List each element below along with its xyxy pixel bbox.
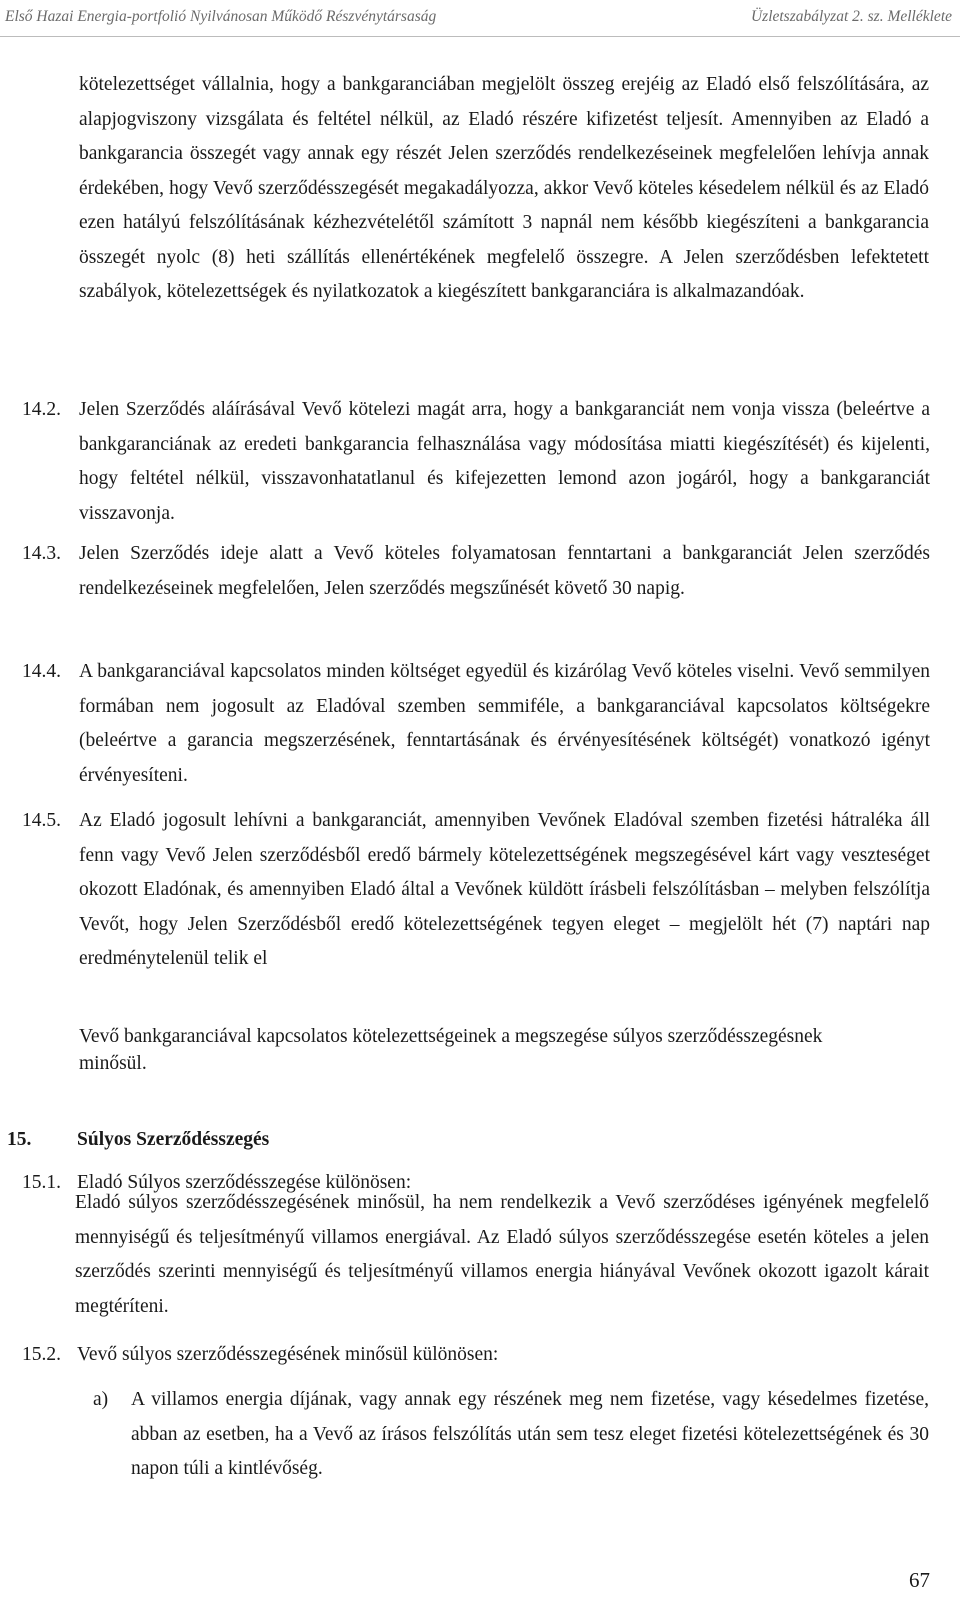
clause-text: A bankgaranciával kapcsolatos minden költséget egyedül és kizárólag Vevő köteles viselni. Vevő semmilyen formában nem jogosult az Eladóval szemben semmiféle, a bankgaranciával kapcsolatos költségekre (beleértve a garancia megszerzésének, fenntartásának és érvényesítésének költségét) vonatkozó igényt érvényesíteni. (79, 661, 930, 786)
subsection-15-1-text: Eladó súlyos szerződésszegésének minősül, ha nem rendelkezik a Vevő szerződéses igényének megfelelő mennyiségű és teljesítményű villamos energiával. Az Eladó súlyos szerződésszegése esetén köteles a jelen szerződés szerinti mennyiségű és teljesítményű villamos energia hiányával Vevőnek okozott igazolt kárait megtéríteni. (75, 1192, 929, 1317)
section-title: Súlyos Szerződésszegés (77, 1129, 270, 1150)
clause-14-4 (22, 655, 930, 793)
clause-14-2 (22, 393, 930, 531)
subsection-title: Eladó Súlyos szerződésszegése különösen: (77, 1172, 412, 1193)
continuation-paragraph: kötelezettséget vállalnia, hogy a bankgaranciában megjelölt összeg erejéig az Eladó első felszólítására, az alapjogviszony vizsgálata és feltétel nélkül, az Eladó részére kifizetést teljesít. Amennyiben az Eladó a bankgarancia összegét vagy annak egy részét Jelen szerződés rendelkezéseinek megfelelően lehívja annak érdekében, hogy Vevő szerződésszegését megakadályozza, akkor Vevő köteles késedelem nélkül és az Eladó ezen hatályú felszólításának kézhezvételétől számított 3 napnál nem később kiegészíteni a bankgarancia összegét nyolc (8) heti szállítás ellenértékének megfelelő összegre. A Jelen szerződésben lefektetett szabályok, kötelezettségek és nyilatkozatok a kiegészített bankgaranciára is alkalmazandóak. (79, 74, 929, 302)
clause-number: 14.5. (22, 810, 61, 831)
section-number: 15. (7, 1129, 32, 1150)
clause-number: 14.3. (22, 543, 61, 564)
note-paragraph: Vevő bankgaranciával kapcsolatos kötelezettségeinek a megszegése súlyos szerződésszegésnek minősül. (79, 1026, 823, 1074)
clause-14-5 (22, 804, 930, 977)
subsection-number: 15.1. (22, 1172, 61, 1193)
list-item-a (93, 1383, 929, 1487)
list-item-text: A villamos energia díjának, vagy annak egy részének meg nem fizetése, vagy késedelmes fizetése, abban az esetben, ha a Vevő az írásos felszólítás után sem tesz eleget fizetési kötelezettségének és 30 napon túli a kintlévőség. (131, 1389, 929, 1479)
subsection-title: Vevő súlyos szerződésszegésének minősül különösen: (77, 1344, 499, 1365)
clause-number: 14.4. (22, 661, 61, 682)
subsection-number: 15.2. (22, 1344, 61, 1365)
clause-14-3 (22, 537, 930, 606)
page-number: 67 (909, 1568, 930, 1592)
list-item-label: a) (93, 1389, 109, 1410)
clause-text: Jelen Szerződés aláírásával Vevő kötelezi magát arra, hogy a bankgaranciát nem vonja vissza (beleértve a bankgaranciának az eredeti bankgarancia felhasználása vagy módosítása miatti kiegészítését) és kijelenti, hogy feltétel nélkül, visszavonhatatlanul és kifejezetten lemond azon jogáról, hogy a bankgaranciát visszavonja. (79, 399, 930, 524)
clause-text: Az Eladó jogosult lehívni a bankgaranciát, amennyiben Vevőnek Eladóval szemben fizetési hátraléka áll fenn vagy Vevő Jelen szerződésből eredő bármely kötelezettségének megszegésével kárt vagy veszteséget okozott Eladónak, és amennyiben Eladó által a Vevőnek küldött írásbeli felszólításban – melyben felszólítja Vevőt, hogy Jelen Szerződésből eredő kötelezettségének tegyen eleget – megjelölt hét (7) naptári nap eredménytelenül telik el (79, 810, 930, 969)
header-company: Első Hazai Energia-portfolió Nyilvánosan Működő Részvénytársaság (5, 8, 437, 25)
header-rule (0, 36, 960, 37)
clause-text: Jelen Szerződés ideje alatt a Vevő köteles folyamatosan fenntartani a bankgaranciát Jelen szerződés rendelkezéseinek megfelelően, Jelen szerződés megszűnését követő 30 napig. (79, 543, 930, 599)
clause-number: 14.2. (22, 399, 61, 420)
page-header (0, 4, 960, 32)
header-document: Üzletszabályzat 2. sz. Melléklete (750, 8, 952, 25)
section-heading-15 (7, 1125, 269, 1155)
subsection-15-2-heading (22, 1340, 498, 1370)
